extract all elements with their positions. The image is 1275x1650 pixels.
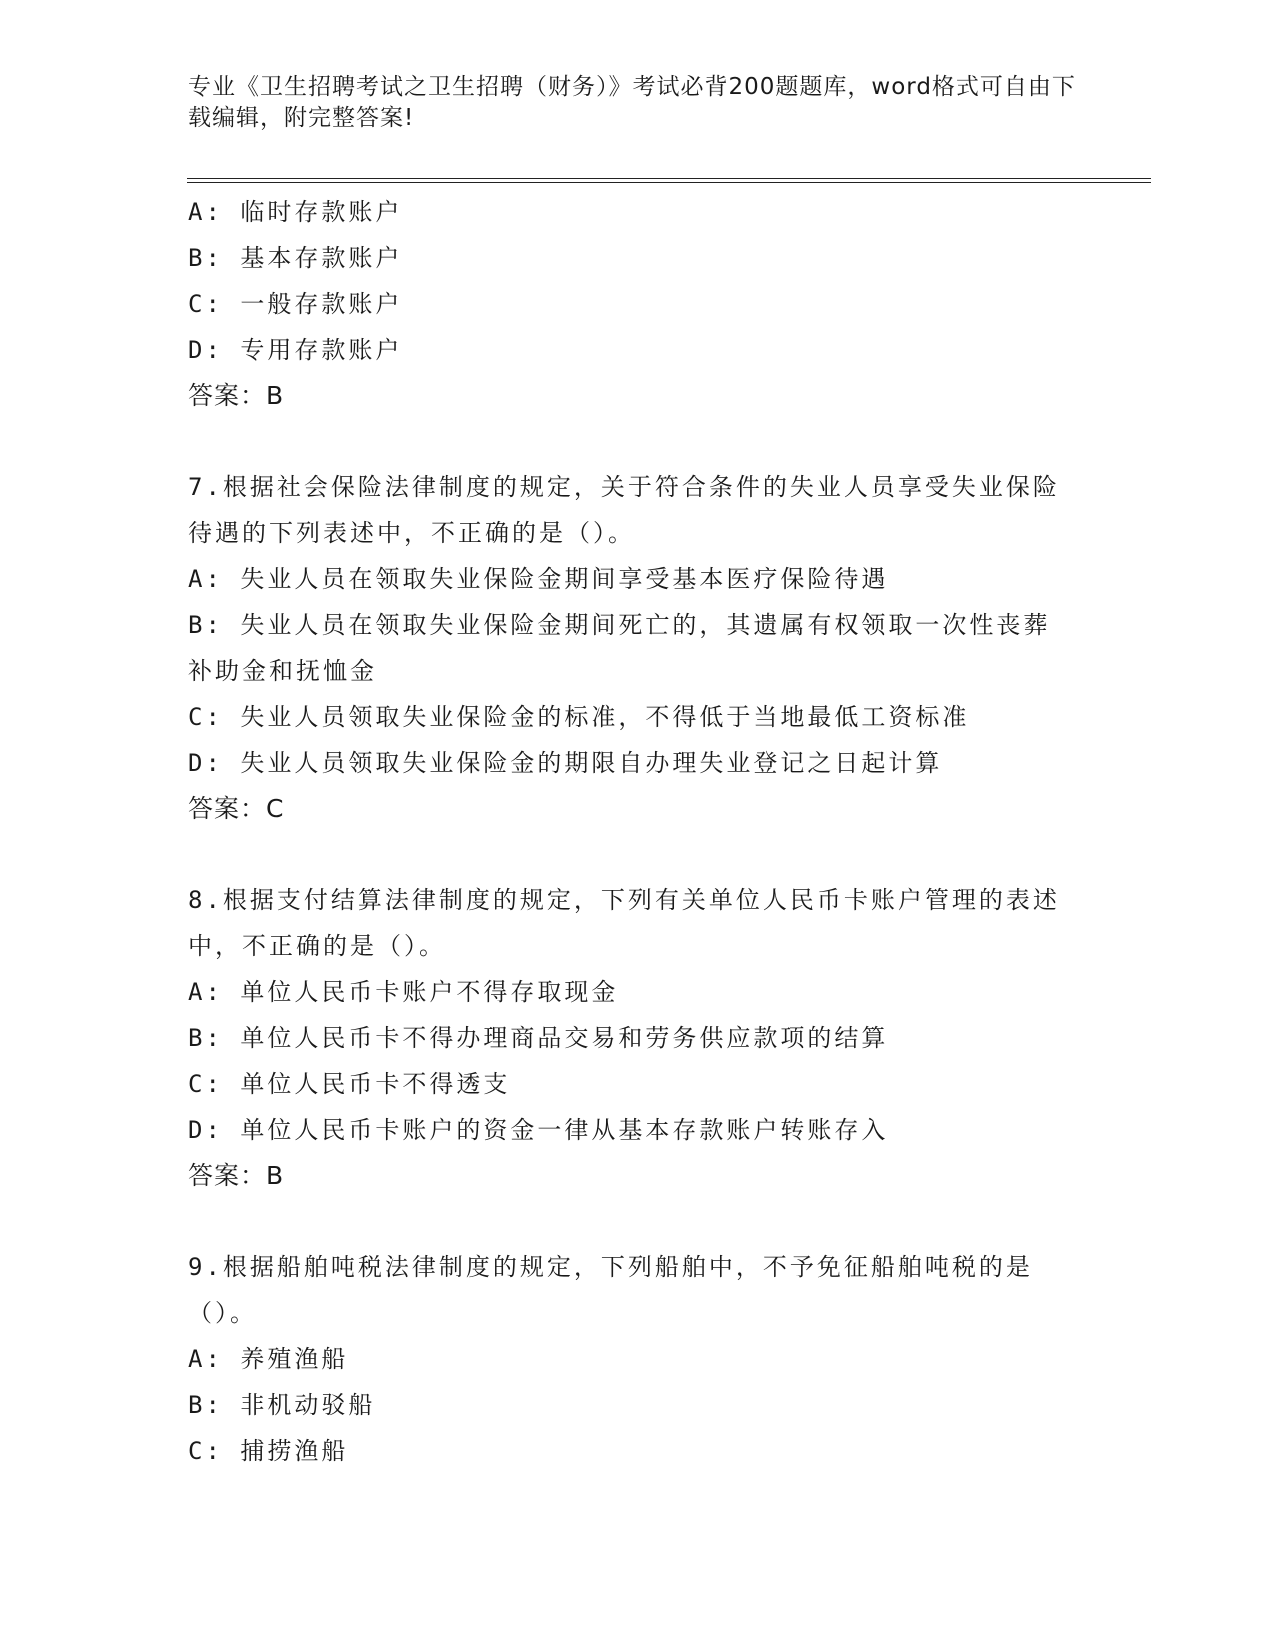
header-divider-top: [187, 178, 1151, 179]
question-text: 7.根据社会保险法律制度的规定，关于符合条件的失业人员享受失业保险待遇的下列表述中，不正确的是（）。: [188, 473, 1060, 547]
question-list: [188, 189, 1088, 1474]
spacer: [188, 419, 1088, 464]
question-block: [188, 189, 1088, 419]
question-block: [188, 877, 1088, 1199]
option-d: D: 失业人员领取失业保险金的期限自办理失业登记之日起计算: [188, 749, 943, 777]
option-b: B: 基本存款账户: [188, 244, 403, 272]
question-text: 8.根据支付结算法律制度的规定，下列有关单位人民币卡账户管理的表述中，不正确的是（）。: [188, 886, 1060, 960]
document-header: 专业《卫生招聘考试之卫生招聘（财务）》考试必背200题题库，word格式可自由下载编辑，附完整答案!: [188, 74, 1076, 131]
question-block: [188, 464, 1088, 832]
option-a: A: 单位人民币卡账户不得存取现金: [188, 978, 619, 1006]
option-a: A: 失业人员在领取失业保险金期间享受基本医疗保险待遇: [188, 565, 889, 593]
spacer: [188, 1199, 1088, 1244]
option-d: D: 专用存款账户: [188, 336, 403, 364]
answer-line: 答案：B: [188, 1161, 285, 1190]
spacer: [188, 832, 1088, 877]
option-a: A: 临时存款账户: [188, 198, 403, 226]
question-block: [188, 1244, 1088, 1474]
option-b: B: 非机动驳船: [188, 1391, 376, 1419]
answer-line: 答案：B: [188, 381, 285, 410]
option-c: C: 单位人民币卡不得透支: [188, 1070, 511, 1098]
option-a: A: 养殖渔船: [188, 1345, 349, 1373]
answer-line: 答案：C: [188, 794, 285, 823]
option-b: B: 单位人民币卡不得办理商品交易和劳务供应款项的结算: [188, 1024, 889, 1052]
option-c: C: 一般存款账户: [188, 290, 403, 318]
header-divider-bottom: [187, 182, 1151, 183]
option-b: B: 失业人员在领取失业保险金期间死亡的，其遗属有权领取一次性丧葬补助金和抚恤金: [188, 611, 1051, 685]
option-d: D: 单位人民币卡账户的资金一律从基本存款账户转账存入: [188, 1116, 889, 1144]
option-c: C: 捕捞渔船: [188, 1437, 349, 1465]
question-text: 9.根据船舶吨税法律制度的规定，下列船舶中，不予免征船舶吨税的是（）。: [188, 1253, 1033, 1327]
option-c: C: 失业人员领取失业保险金的标准，不得低于当地最低工资标准: [188, 703, 970, 731]
